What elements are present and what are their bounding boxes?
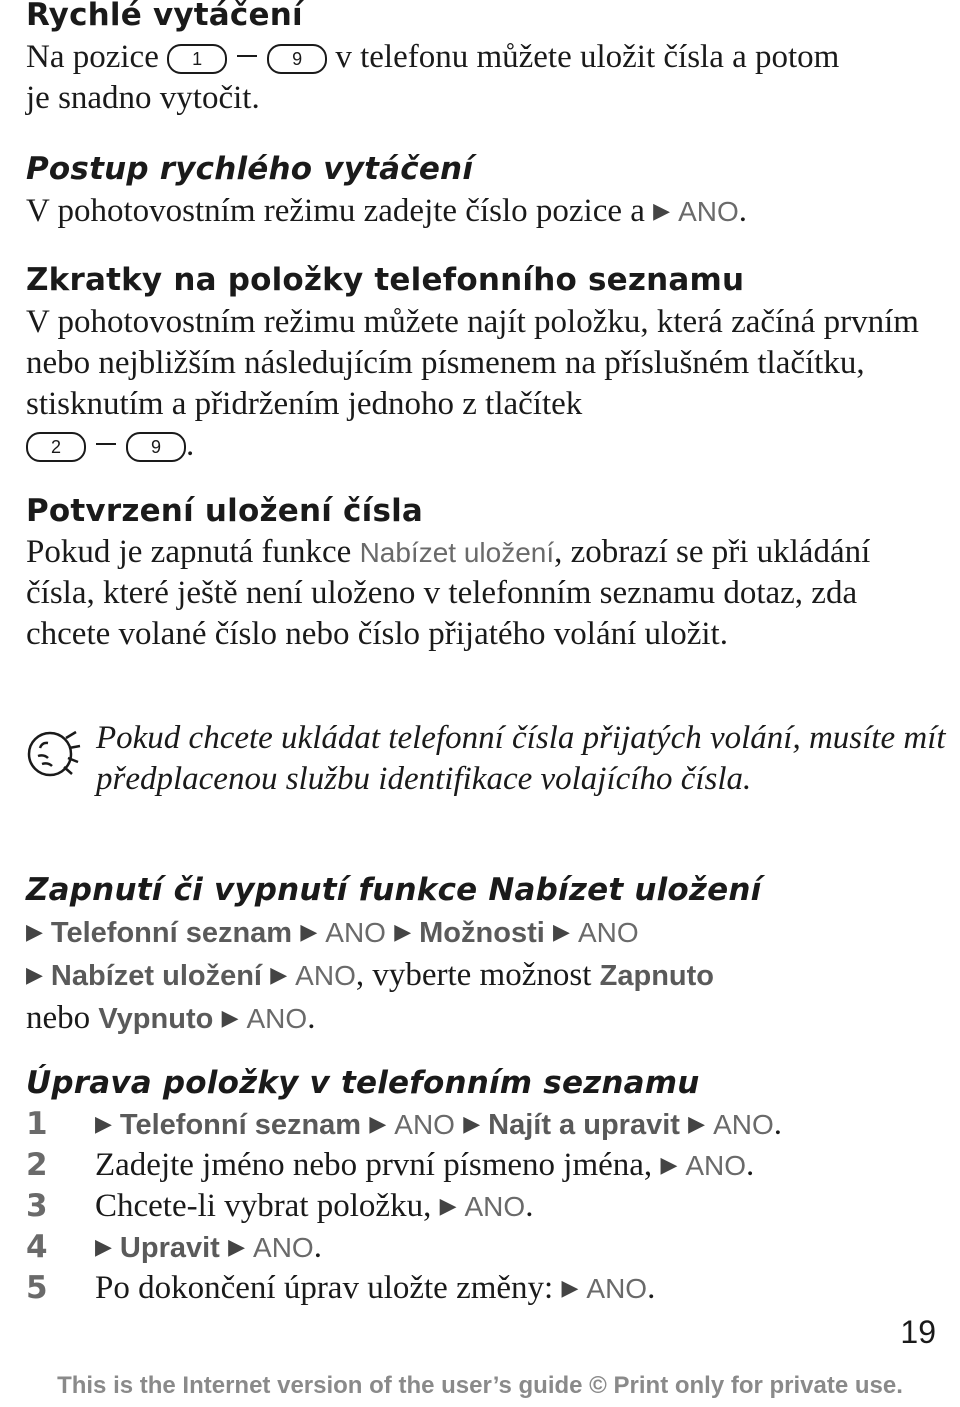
list-item (26, 1227, 936, 1268)
arrow-icon: ▶ (221, 1005, 239, 1030)
menu-nabizet-ulozeni: Nabízet uložení (359, 537, 555, 568)
page-number: 19 (900, 1314, 936, 1350)
arrow-icon: ▶ (439, 1193, 457, 1218)
arrow-icon: ▶ (228, 1234, 246, 1259)
list-item (26, 1186, 936, 1227)
toggle-text-a: , vyberte možnost (355, 957, 592, 993)
arrow-icon: ▶ (463, 1111, 481, 1136)
step-text: Chcete-li vybrat položku, (95, 1188, 432, 1224)
speed-dial-text-c: je snadno vytočit. (26, 80, 260, 116)
speed-dial-text-a: Na pozice (26, 39, 159, 75)
menu-nabizet-ulozeni: Nabízet uložení (50, 960, 262, 992)
list-item (26, 1104, 936, 1145)
ano-label: ANO (246, 1003, 308, 1034)
section-title-confirm: Potvrzení uložení čísla (26, 493, 424, 529)
confirm-text-b: , zobrazí se při ukládání čísla, které ještě není uloženo v telefonním seznamu dotaz, zda chcete volané číslo nebo číslo přijatého volání uložit. (26, 534, 871, 652)
arrow-icon: ▶ (26, 919, 43, 944)
step-number: 3 (26, 1188, 48, 1224)
arrow-icon: ▶ (561, 1275, 579, 1300)
arrow-icon: ▶ (369, 1111, 387, 1136)
menu-telefonni-seznam: Telefonní seznam (119, 1109, 362, 1141)
step-number: 1 (26, 1106, 48, 1142)
period: . (307, 1000, 316, 1036)
arrow-icon: ▶ (95, 1234, 112, 1259)
period: . (738, 193, 747, 229)
section-title-edit: Úprava položky v telefonním seznamu (26, 1065, 700, 1101)
ano-label: ANO (295, 960, 356, 991)
arrow-icon: ▶ (300, 919, 318, 944)
period: . (313, 1229, 322, 1265)
range-dash (237, 55, 257, 57)
section-title-speed-dial-how: Postup rychlého vytáčení (26, 151, 474, 187)
speed-dial-text-b: v telefonu můžete uložit čísla a potom (335, 39, 840, 75)
arrow-icon: ▶ (26, 962, 43, 987)
confirm-text (26, 532, 936, 655)
speed-dial-how-text (26, 190, 936, 232)
option-vypnuto: Vypnuto (98, 1003, 214, 1035)
menu-telefonni-seznam: Telefonní seznam (50, 917, 293, 949)
section-title-shortcuts: Zkratky na položky telefonního seznamu (26, 262, 745, 298)
step-text: Po dokončení úprav uložte změny: (95, 1270, 554, 1306)
ano-label: ANO (577, 917, 639, 948)
range-dash (96, 443, 116, 445)
menu-upravit: Upravit (119, 1232, 220, 1264)
ano-label: ANO (325, 917, 386, 948)
tip-icon (26, 726, 82, 782)
toggle-path (26, 911, 936, 1040)
arrow-icon: ▶ (653, 198, 671, 223)
shortcuts-body: V pohotovostním režimu můžete najít položku, která začíná prvním nebo nejbližším následujícím písmenem na příslušném tlačítku, stisknutím a přidržením jednoho z tlačítek (26, 304, 919, 422)
speed-dial-how-body: V pohotovostním režimu zadejte číslo pozice a (26, 193, 645, 229)
ano-label: ANO (394, 1109, 455, 1140)
period: . (525, 1188, 534, 1224)
list-item (26, 1145, 936, 1186)
period: . (647, 1270, 656, 1306)
note-box (26, 718, 956, 800)
period: . (746, 1147, 755, 1183)
key-2-icon: 2 (26, 432, 86, 462)
option-zapnuto: Zapnuto (599, 960, 714, 992)
step-number: 5 (26, 1270, 48, 1306)
arrow-icon: ▶ (270, 962, 288, 987)
ano-label: ANO (253, 1232, 314, 1263)
key-9-icon: 9 (267, 44, 327, 74)
ano-label: ANO (678, 196, 739, 227)
key-1-icon: 1 (167, 44, 227, 74)
speed-dial-text (26, 37, 936, 119)
step-number: 4 (26, 1229, 48, 1265)
ano-label: ANO (464, 1191, 526, 1222)
edit-steps (26, 1104, 936, 1309)
ano-label: ANO (713, 1109, 774, 1140)
menu-moznosti: Možnosti (419, 917, 545, 949)
menu-najit-a-upravit: Najít a upravit (488, 1109, 680, 1141)
arrow-icon: ▶ (688, 1111, 706, 1136)
section-title-toggle: Zapnutí či vypnutí funkce Nabízet uložení (26, 872, 762, 908)
step-text: Zadejte jméno nebo první písmeno jména, (95, 1147, 653, 1183)
section-title-speed-dial: Rychlé vytáčení (26, 0, 303, 33)
arrow-icon: ▶ (553, 919, 570, 944)
ano-label: ANO (685, 1150, 747, 1181)
footer-notice: This is the Internet version of the user’s guide © Print only for private use. (57, 1372, 903, 1399)
note-text: Pokud chcete ukládat telefonní čísla přijatých volání, musíte mít předplacenou službu identifikace volajícího čísla. (96, 720, 946, 797)
toggle-text-or: nebo (26, 1000, 91, 1036)
arrow-icon: ▶ (394, 919, 412, 944)
ano-label: ANO (586, 1273, 648, 1304)
confirm-text-a: Pokud je zapnutá funkce (26, 534, 352, 570)
arrow-icon: ▶ (95, 1111, 112, 1136)
step-number: 2 (26, 1147, 48, 1183)
key-9-icon: 9 (126, 432, 186, 462)
list-item (26, 1268, 936, 1309)
shortcuts-text (26, 302, 936, 466)
period: . (186, 427, 195, 463)
period: . (773, 1106, 783, 1142)
arrow-icon: ▶ (660, 1152, 678, 1177)
